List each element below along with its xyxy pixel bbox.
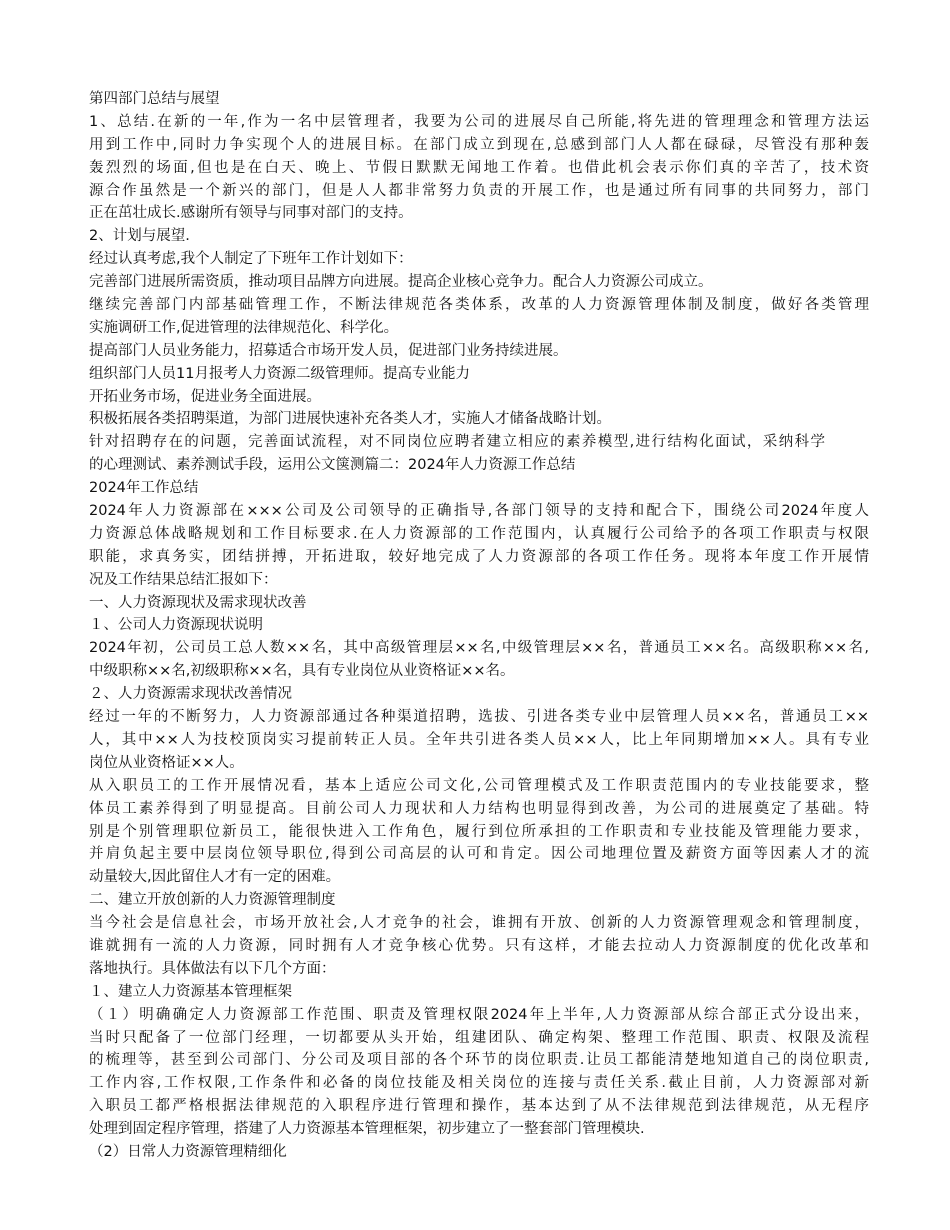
paragraph-line: 当时只配备了一位部门经理，一切都要从头开始，组建团队、确定构架、整理工作范围、职责、权限及流程 <box>89 1029 869 1046</box>
paragraph-line: 工作内容,工作权限,工作条件和必备的岗位技能及相关岗位的连接与责任关系.截止目前，人力资源部对新 <box>89 1075 869 1092</box>
paragraph-line: 积极拓展各类招聘渠道，为部门进展快速补充各类人才，实施人才储备战略计划。 <box>89 411 611 428</box>
paragraph-line: 提高部门人员业务能力，招募适合市场开发人员，促进部门业务持续进展。 <box>89 342 568 359</box>
paragraph-line: 继续完善部门内部基础管理工作，不断法律规范各类体系，改革的人力资源管理体制及制度，做好各类管理 <box>89 297 869 314</box>
paragraph-line: 从入职员工的工作开展情况看，基本上适应公司文化,公司管理模式及工作职责范围内的专业技能要求，整 <box>89 777 869 794</box>
paragraph-line: 体员工素养得到了明显提高。目前公司人力现状和人力结构也明显得到改善，为公司的进展奠定了基础。特 <box>89 800 869 817</box>
paragraph-line: 经过认真考虑,我个人制定了下班年工作计划如下： <box>89 251 413 268</box>
paragraph-line: 岗位从业资格证××人。 <box>89 754 244 771</box>
paragraph-line: 完善部门进展所需资质，推动项目品牌方向进展。提高企业核心竞争力。配合人力资源公司成立。 <box>89 274 713 291</box>
paragraph-line: 别是个别管理职位新员工，能很快进入工作角色，履行到位所承担的工作职责和专业技能及管理能力要求， <box>89 823 869 840</box>
paragraph-line: 实施调研工作,促进管理的法律规范化、科学化。 <box>89 319 399 336</box>
paragraph-line: 当今社会是信息社会，市场开放社会,人才竞争的社会，谁拥有开放、创新的人力资源管理观念和管理制度， <box>89 915 869 932</box>
paragraph-line: 源合作虽然是一个新兴的部门，但是人人都非常努力负责的开展工作，也是通过所有同事的共同努力，部门 <box>89 182 869 199</box>
paragraph-line: 人，其中××人为技校顶岗实习提前转正人员。全年共引进各类人员××人，比上年同期增加××人。具有专业 <box>89 731 869 748</box>
document-body <box>89 88 869 1164</box>
paragraph-line: 2024年初，公司员工总人数××名，其中高级管理层××名,中级管理层××名，普通员工××名。高级职称××名, <box>89 640 869 657</box>
subsection-heading: １、公司人力资源现状说明 <box>89 617 263 634</box>
paragraph-line: 针对招聘存在的问题，完善面试流程，对不同岗位应聘者建立相应的素养模型,进行结构化面试，采纳科学 <box>89 434 825 451</box>
paragraph-line: 并肩负起主要中层岗位领导职位,得到公司高层的认可和肯定。因公司地理位置及薪资方面等因素人才的流 <box>89 846 869 863</box>
paragraph-line: 况及工作结果总结汇报如下： <box>89 571 278 588</box>
paragraph-line: 用到工作中,同时力争实现个人的进展目标。在部门成立到现在,总感到部门人人都在碌碌，尽管没有那种轰 <box>89 136 869 153</box>
section-heading: 第四部门总结与展望 <box>89 91 220 107</box>
section-heading: 2024年工作总结 <box>89 480 199 497</box>
paragraph-line: 组织部门人员11月报考人力资源二级管理师。提高专业能力 <box>89 365 470 382</box>
paragraph-line: 职能，求真务实，团结拼搏，开拓进取，较好地完成了人力资源部的各项工作任务。现将本年度工作开展情 <box>89 548 869 565</box>
paragraph-line: 入职员工都严格根据法律规范的入职程序进行管理和操作，基本达到了从不法律规范到法律规范，从无程序 <box>89 1098 869 1115</box>
paragraph-line: 的心理测试、素养测试手段，运用公文箧测篇二：2024年人力资源工作总结 <box>89 457 576 474</box>
paragraph-line: 落地执行。具体做法有以下几个方面： <box>89 960 336 977</box>
paragraph-line: 谁就拥有一流的人力资源，同时拥有人才竞争核心优势。只有这样，才能去拉动人力资源制度的优化改革和 <box>89 937 869 954</box>
paragraph-line: 开拓业务市场，促进业务全面进展。 <box>89 388 321 405</box>
paragraph-line: 1、总结.在新的一年,作为一名中层管理者，我要为公司的进展尽自己所能,将先进的管理理念和管理方法运 <box>89 113 869 130</box>
section-heading: 二、建立开放创新的人力资源管理制度 <box>89 892 336 909</box>
paragraph-line: 处理到固定程序管理，搭建了人力资源基本管理框架，初步建立了一整套部门管理模块. <box>89 1121 645 1138</box>
paragraph-line: 正在茁壮成长.感谢所有领导与同事对部门的支持。 <box>89 205 413 222</box>
paragraph-line: 中级职称××名,初级职称××名，具有专业岗位从业资格证××名。 <box>89 663 515 680</box>
subsection-heading: １、建立人力资源基本管理框架 <box>89 983 292 1000</box>
paragraph-line: 的梳理等，甚至到公司部门、分公司及项目部的各个环节的岗位职责.让员工都能清楚地知道自己的岗位职责, <box>89 1052 869 1069</box>
subsection-heading: ２、人力资源需求现状改善情况 <box>89 686 292 703</box>
paragraph-line: （１）明确确定人力资源部工作范围、职责及管理权限2024年上半年,人力资源部从综合部正式分设出来， <box>89 1006 869 1023</box>
subsection-heading: （2）日常人力资源管理精细化 <box>89 1143 287 1160</box>
paragraph-line: 力资源总体战略规划和工作目标要求.在人力资源部的工作范围内，认真履行公司给予的各项工作职责与权限 <box>89 525 869 542</box>
section-heading: 一、人力资源现状及需求现状改善 <box>89 594 307 611</box>
paragraph-line: 轰烈烈的场面,但也是在白天、晚上、节假日默默无闻地工作着。也借此机会表示你们真的辛苦了，技术资 <box>89 159 869 176</box>
section-heading: 2、计划与展望. <box>89 228 190 245</box>
paragraph-line: 经过一年的不断努力，人力资源部通过各种渠道招聘，选拔、引进各类专业中层管理人员××名，普通员工×× <box>89 709 869 726</box>
paragraph-line: 2024年人力资源部在×××公司及公司领导的正确指导,各部门领导的支持和配合下，围绕公司2024年度人 <box>89 503 869 520</box>
paragraph-line: 动量较大,因此留住人才有一定的困难。 <box>89 869 341 886</box>
